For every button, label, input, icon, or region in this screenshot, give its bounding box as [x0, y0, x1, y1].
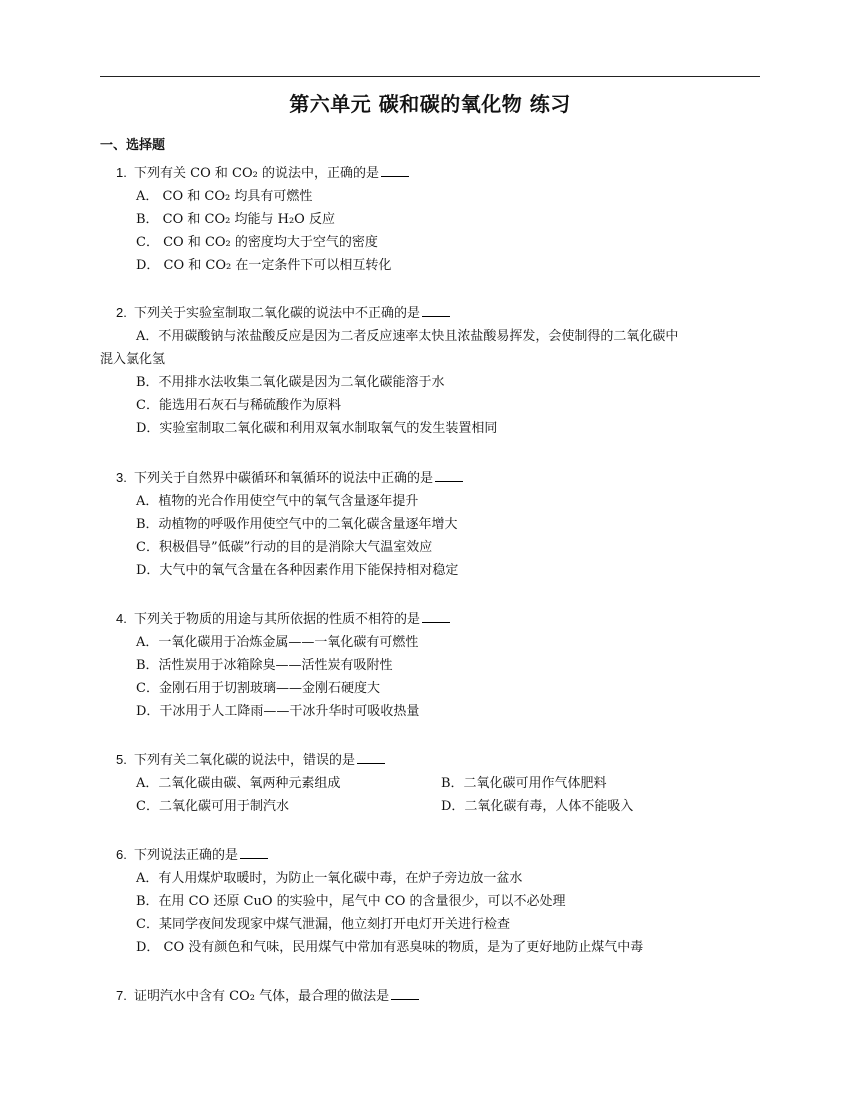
option-b[interactable]: B． CO 和 CO₂ 均能与 H₂O 反应 [136, 212, 335, 227]
option-a-line-2: 混入氯化氢 [100, 352, 166, 367]
option-c[interactable]: C．积极倡导”低碳”行动的目的是消除大气温室效应 [136, 540, 433, 555]
question-number: 5. [116, 752, 127, 767]
option-a[interactable]: A． CO 和 CO₂ 均具有可燃性 [136, 189, 313, 204]
question-number: 4. [116, 611, 127, 626]
question-stem: 下列关于实验室制取二氧化碳的说法中不正确的是 [134, 306, 421, 321]
option-d[interactable]: D．大气中的氧气含量在各种因素作用下能保持相对稳定 [136, 563, 459, 578]
question-3 [100, 466, 765, 582]
answer-blank [435, 469, 463, 482]
question-stem: 下列关于物质的用途与其所依据的性质不相符的是 [134, 612, 421, 627]
question-1 [100, 161, 765, 277]
option-b[interactable]: B．在用 CO 还原 CuO 的实验中，尾气中 CO 的含量很少，可以不必处理 [136, 894, 566, 909]
option-d[interactable]: D． CO 和 CO₂ 在一定条件下可以相互转化 [136, 258, 392, 273]
option-a[interactable]: A．二氧化碳由碳、氧两种元素组成 [136, 776, 341, 791]
option-b[interactable]: B．动植物的呼吸作用使空气中的二氧化碳含量逐年增大 [136, 517, 458, 532]
option-a-line-1: A．不用碳酸钠与浓盐酸反应是因为二者反应速率太快且浓盐酸易挥发，会使制得的二氧化碳中 [136, 329, 679, 344]
option-a[interactable] [100, 325, 765, 371]
option-d[interactable]: D．二氧化碳有毒，人体不能吸入 [441, 799, 634, 814]
answer-blank [391, 987, 419, 1000]
question-4 [100, 607, 765, 723]
question-stem: 下列关于自然界中碳循环和氧循环的说法中正确的是 [134, 471, 434, 486]
answer-blank [422, 610, 450, 623]
question-number: 7. [116, 988, 127, 1003]
question-stem: 下列有关二氧化碳的说法中，错误的是 [134, 753, 356, 768]
question-number: 3. [116, 470, 127, 485]
answer-blank [381, 164, 409, 177]
page-title: 第六单元 碳和碳的氧化物 练习 [289, 92, 571, 116]
option-c[interactable]: C． CO 和 CO₂ 的密度均大于空气的密度 [136, 235, 378, 250]
question-5 [100, 748, 765, 818]
option-b[interactable]: B．活性炭用于冰箱除臭——活性炭有吸附性 [136, 658, 393, 673]
option-a[interactable]: A．植物的光合作用使空气中的氧气含量逐年提升 [136, 494, 419, 509]
question-stem: 下列有关 CO 和 CO₂ 的说法中，正确的是 [134, 166, 379, 181]
option-a[interactable]: A．有人用煤炉取暖时，为防止一氧化碳中毒，在炉子旁边放一盆水 [136, 871, 523, 886]
question-stem: 下列说法正确的是 [134, 848, 239, 863]
option-c[interactable]: C．二氧化碳可用于制汽水 [136, 799, 289, 814]
option-b[interactable]: B．不用排水法收集二氧化碳是因为二氧化碳能溶于水 [136, 375, 445, 390]
question-2 [100, 301, 765, 440]
answer-blank [357, 751, 385, 764]
question-7 [100, 984, 765, 1008]
option-a[interactable]: A．一氧化碳用于冶炼金属——一氧化碳有可燃性 [136, 635, 419, 650]
answer-blank [422, 304, 450, 317]
question-number: 2. [116, 305, 127, 320]
header-rule [100, 76, 760, 77]
question-number: 1. [116, 165, 127, 180]
question-stem: 证明汽水中含有 CO₂ 气体，最合理的做法是 [134, 989, 390, 1004]
option-c[interactable]: C．能选用石灰石与稀硫酸作为原料 [136, 398, 341, 413]
option-d[interactable]: D．实验室制取二氧化碳和利用双氧水制取氧气的发生装置相同 [136, 421, 498, 436]
option-d[interactable]: D．干冰用于人工降雨——干冰升华时可吸收热量 [136, 704, 420, 719]
question-number: 6. [116, 847, 127, 862]
section-heading: 一、选择题 [100, 138, 166, 153]
option-b[interactable]: B．二氧化碳可用作气体肥料 [441, 776, 607, 791]
option-d[interactable]: D． CO 没有颜色和气味，民用煤气中常加有恶臭味的物质，是为了更好地防止煤气中毒 [136, 940, 644, 955]
option-c[interactable]: C．金刚石用于切割玻璃——金刚石硬度大 [136, 681, 380, 696]
option-c[interactable]: C．某同学夜间发现家中煤气泄漏，他立刻打开电灯开关进行检查 [136, 917, 510, 932]
answer-blank [240, 846, 268, 859]
question-6 [100, 843, 765, 959]
